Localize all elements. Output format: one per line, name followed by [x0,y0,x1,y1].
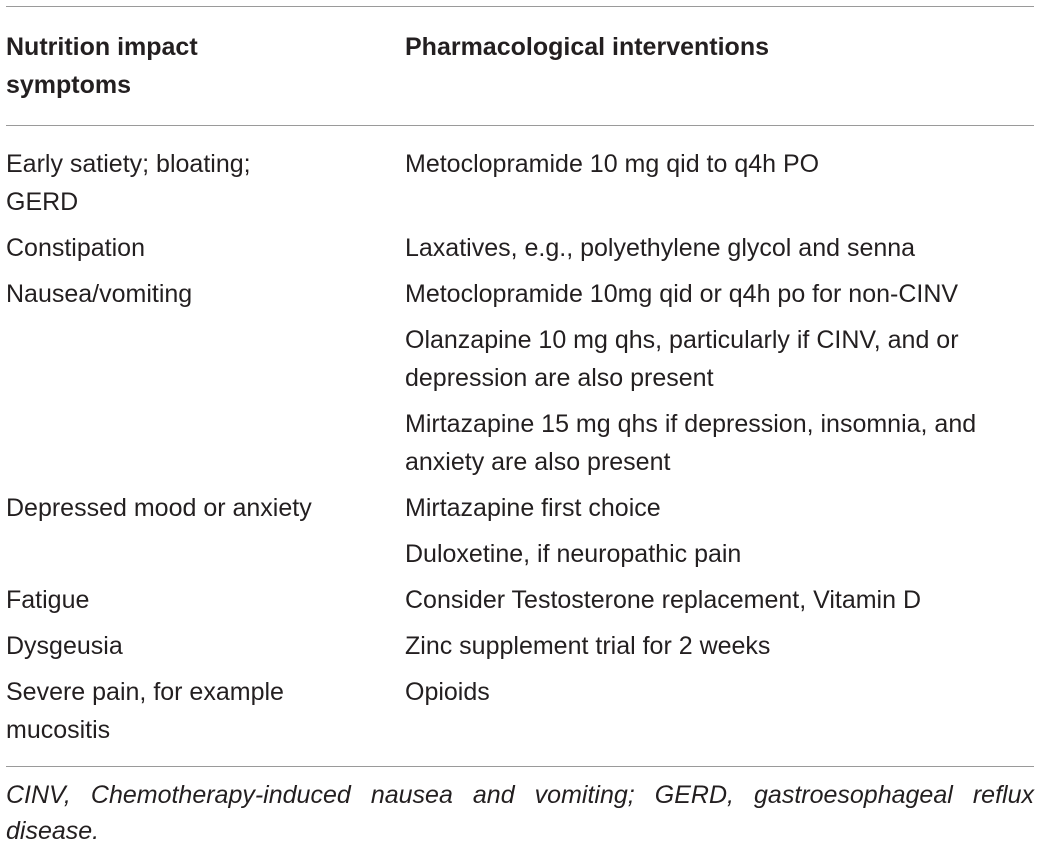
intervention-cell: Opioids [405,678,490,706]
table-row [6,535,1055,581]
symptom-cell [6,535,405,581]
intervention-cell: Olanzapine 10 mg qhs, particularly if CINV, and or depression are also present [405,326,959,392]
symptom-cell: Dysgeusia [6,632,123,660]
table-row [6,627,1055,673]
intervention-cell: Duloxetine, if neuropathic pain [405,540,742,568]
table-container [6,6,1055,849]
intervention-cell: Mirtazapine 15 mg qhs if depression, insomnia, and anxiety are also present [405,410,977,476]
table-row [6,229,1055,275]
intervention-cell: Zinc supplement trial for 2 weeks [405,632,771,660]
table-row [6,673,1055,766]
nutrition-interventions-table [6,7,1055,125]
table-row [6,126,1055,229]
header-interventions: Pharmacological interventions [405,33,769,61]
table-row [6,275,1055,321]
table-row [6,581,1055,627]
bottom-rule [6,766,1034,767]
intervention-cell: Laxatives, e.g., polyethylene glycol and senna [405,234,916,262]
header-row [6,7,1055,125]
symptom-cell [6,321,405,405]
table-row [6,321,1055,405]
intervention-cell: Metoclopramide 10 mg qid to q4h PO [405,150,820,178]
symptom-cell: Fatigue [6,586,90,614]
table-body [6,126,1055,766]
table-footnote: CINV, Chemotherapy-induced nausea and vomiting; GERD, gastroesophageal reflux disease. [6,781,1034,845]
intervention-cell: Consider Testosterone replacement, Vitamin D [405,586,922,614]
symptom-cell: Depressed mood or anxiety [6,494,312,522]
intervention-cell: Metoclopramide 10mg qid or q4h po for non-CINV [405,280,959,308]
table-row [6,489,1055,535]
symptom-cell: Severe pain, for example mucositis [6,678,284,744]
symptom-cell: Constipation [6,234,145,262]
symptom-cell: Early satiety; bloating; GERD [6,150,251,216]
table-row [6,405,1055,489]
header-symptoms: Nutrition impact symptoms [6,33,198,99]
symptom-cell [6,405,405,489]
intervention-cell: Mirtazapine first choice [405,494,661,522]
symptom-cell: Nausea/vomiting [6,280,193,308]
